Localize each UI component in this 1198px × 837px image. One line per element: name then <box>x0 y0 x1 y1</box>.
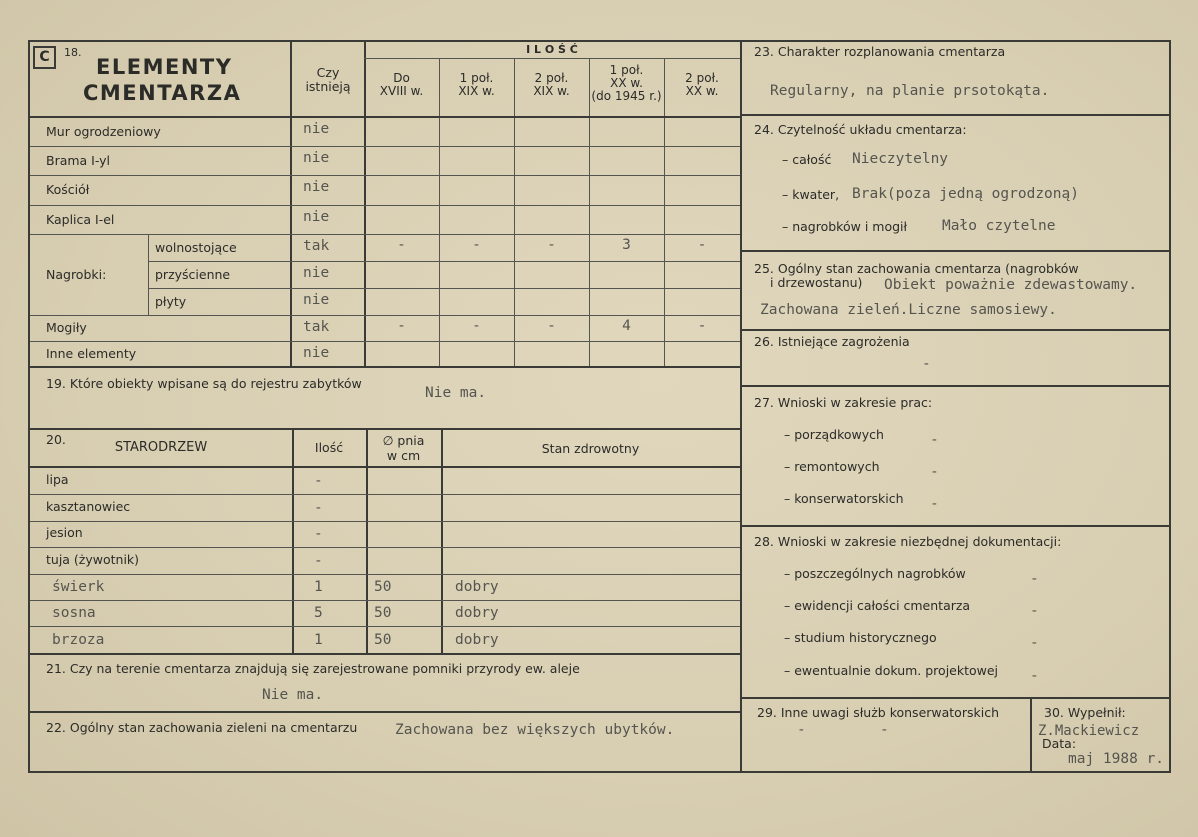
s19-value: Nie ma. <box>425 385 487 401</box>
s27-item-value: - <box>930 432 939 448</box>
ilosc-header: I L O Ś Ć <box>526 43 578 56</box>
element-row-label: Kościół <box>46 182 90 197</box>
tree-row-name: świerk <box>52 579 105 595</box>
tree-row-name: brzoza <box>52 631 105 648</box>
element-row-exists: nie <box>303 150 330 166</box>
s23-value: Regularny, na planie prsotokąta. <box>770 83 1050 99</box>
s28-item-value: - <box>1030 668 1039 684</box>
element-row-exists: tak <box>303 238 330 254</box>
tree-row-diameter: 50 <box>374 579 392 595</box>
element-row-exists: nie <box>303 265 330 281</box>
s27-item-value: - <box>930 464 939 480</box>
column-divider <box>740 40 742 773</box>
tree-row-count: 5 <box>314 605 323 621</box>
element-row-value: - <box>547 237 556 253</box>
period-header-4: 2 poł. <box>685 71 719 85</box>
s28-item-value: - <box>1030 571 1039 587</box>
period-header-4: XX w. <box>685 84 719 98</box>
tree-row-name: kasztanowiec <box>46 498 131 514</box>
s27-item-value: - <box>930 496 939 512</box>
s24-item-2-value: Brak(poza jedną ogrodzoną) <box>852 186 1079 202</box>
tree-row-diameter: 50 <box>374 605 392 621</box>
s19-label: 19. Które obiekty wpisane są do rejestru zabytków <box>46 376 362 391</box>
s22-label: 22. Ogólny stan zachowania zieleni na cmentarzu <box>46 720 358 735</box>
s27-item-label: – remontowych <box>784 459 880 474</box>
element-row-exists: nie <box>303 209 330 225</box>
s28-item-value: - <box>1030 635 1039 651</box>
s20-number: 20. <box>46 432 66 447</box>
tree-row-health: dobry <box>455 605 499 621</box>
element-row-value: - <box>472 237 481 253</box>
s22-value: Zachowana bez większych ubytków. <box>395 722 675 738</box>
col-diam-2: w cm <box>386 448 421 463</box>
s24-item-2-label: – kwater, <box>782 187 840 202</box>
tree-row-count: - <box>314 499 323 516</box>
tree-row-count: - <box>314 552 323 569</box>
tree-row-name: sosna <box>52 605 96 621</box>
tree-row-name: lipa <box>46 471 69 487</box>
element-row-value: - <box>697 237 707 253</box>
col-count: Ilość <box>314 440 344 455</box>
s21-label: 21. Czy na terenie cmentarza znajdują się zarejestrowane pomniki przyrody ew. aleje <box>46 661 580 676</box>
s28-item-value: - <box>1030 603 1039 619</box>
element-row-label: Kaplica I-el <box>46 211 115 227</box>
s28-item-label: – studium historycznego <box>784 630 937 645</box>
section-c-box: C <box>33 46 56 69</box>
element-row-value: - <box>397 318 406 334</box>
tree-row-name: tuja (żywotnik) <box>46 551 140 567</box>
element-row-exists: nie <box>303 345 330 361</box>
s30-date-label: Data: <box>1042 736 1077 751</box>
s27-label: 27. Wnioski w zakresie prac: <box>754 395 933 410</box>
tree-row-count: 1 <box>314 579 323 595</box>
s27-item-label: – konserwatorskich <box>784 491 904 506</box>
s28-item-label: – ewidencji całości cmentarza <box>784 598 971 613</box>
element-row-value: - <box>697 318 707 334</box>
element-row-value: - <box>472 318 481 334</box>
element-row-label: Inne elementy <box>46 345 137 361</box>
col-exists-1: Czy <box>316 65 340 80</box>
s24-label: 24. Czytelność układu cmentarza: <box>754 122 967 137</box>
s20-title: STARODRZEW <box>114 440 208 455</box>
element-row-exists: nie <box>303 121 330 137</box>
s25-value-1: Obiekt poważnie zdewastowamy. <box>884 277 1138 293</box>
tree-row-health: dobry <box>455 631 499 648</box>
element-row-label: Brama I-yl <box>46 152 111 168</box>
element-row-exists: tak <box>303 319 330 335</box>
s18-title-2: CMENTARZA <box>83 81 242 105</box>
element-row-value: - <box>547 318 556 334</box>
tree-row-count: - <box>314 526 323 542</box>
s30-value: Z.Mackiewicz <box>1038 723 1140 739</box>
s25-label-1: 25. Ogólny stan zachowania cmentarza (nagrobków <box>754 261 1079 276</box>
element-row-label: Mur ogrodzeniowy <box>46 123 161 139</box>
element-row-exists: nie <box>303 179 330 195</box>
element-row-label: wolnostojące <box>155 239 237 255</box>
s26-label: 26. Istniejące zagrożenia <box>754 334 910 349</box>
element-row-label: płyty <box>155 293 187 309</box>
period-header-3: 1 poł. <box>609 63 644 77</box>
s25-value-2: Zachowana zieleń.Liczne samosiewy. <box>760 302 1057 318</box>
s26-value: - <box>922 356 931 372</box>
period-header-2: XIX w. <box>533 84 570 98</box>
period-header-1: XIX w. <box>458 84 495 98</box>
tree-row-name: jesion <box>46 525 83 540</box>
element-row-label: przyścienne <box>155 266 231 282</box>
s29-label: 29. Inne uwagi służb konserwatorskich <box>757 705 999 720</box>
s28-item-label: – poszczególnych nagrobków <box>784 566 966 581</box>
tree-row-count: - <box>314 472 323 489</box>
period-header-2: 2 poł. <box>534 71 569 85</box>
s30-label: 30. Wypełnił: <box>1044 705 1126 720</box>
s24-item-3-value: Mało czytelne <box>942 218 1056 234</box>
element-row-exists: nie <box>303 292 330 308</box>
nagrobki-label: Nagrobki: <box>46 267 107 282</box>
period-header-1: 1 poł. <box>459 71 494 85</box>
element-row-value: 3 <box>622 237 631 253</box>
element-row-value: 4 <box>622 318 631 334</box>
s28-label: 28. Wnioski w zakresie niezbędnej dokumentacji: <box>754 534 1062 549</box>
period-header-3: (do 1945 r.) <box>591 89 662 103</box>
s18-number: 18. <box>64 46 82 59</box>
s29-value-2: - <box>880 722 889 738</box>
period-header-3: XX w. <box>610 76 643 90</box>
s23-label: 23. Charakter rozplanowania cmentarza <box>754 44 1006 59</box>
tree-row-diameter: 50 <box>374 631 392 648</box>
s24-item-3-label: – nagrobków i mogił <box>782 219 908 234</box>
s24-item-1-value: Nieczytelny <box>852 151 949 167</box>
tree-row-health: dobry <box>455 579 499 595</box>
col-health: Stan zdrowotny <box>541 441 640 456</box>
s29-value-1: - <box>797 722 806 738</box>
s24-item-1-label: – całość <box>782 152 832 167</box>
s18-title-1: ELEMENTY <box>96 55 233 79</box>
s27-item-label: – porządkowych <box>784 427 884 442</box>
s21-value: Nie ma. <box>262 687 324 703</box>
s28-item-label: – ewentualnie dokum. projektowej <box>784 663 999 678</box>
element-row-value: - <box>397 237 406 253</box>
col-diam-1: ∅ pnia <box>382 433 425 448</box>
col-exists-2: istnieją <box>305 79 351 94</box>
element-row-label: Mogiły <box>46 320 87 335</box>
period-header-0: XVIII w. <box>379 84 424 98</box>
s30-date-value: maj 1988 r. <box>1068 751 1165 767</box>
period-header-0: Do <box>393 71 410 85</box>
s25-label-2: i drzewostanu) <box>770 275 863 290</box>
tree-row-count: 1 <box>314 631 323 648</box>
